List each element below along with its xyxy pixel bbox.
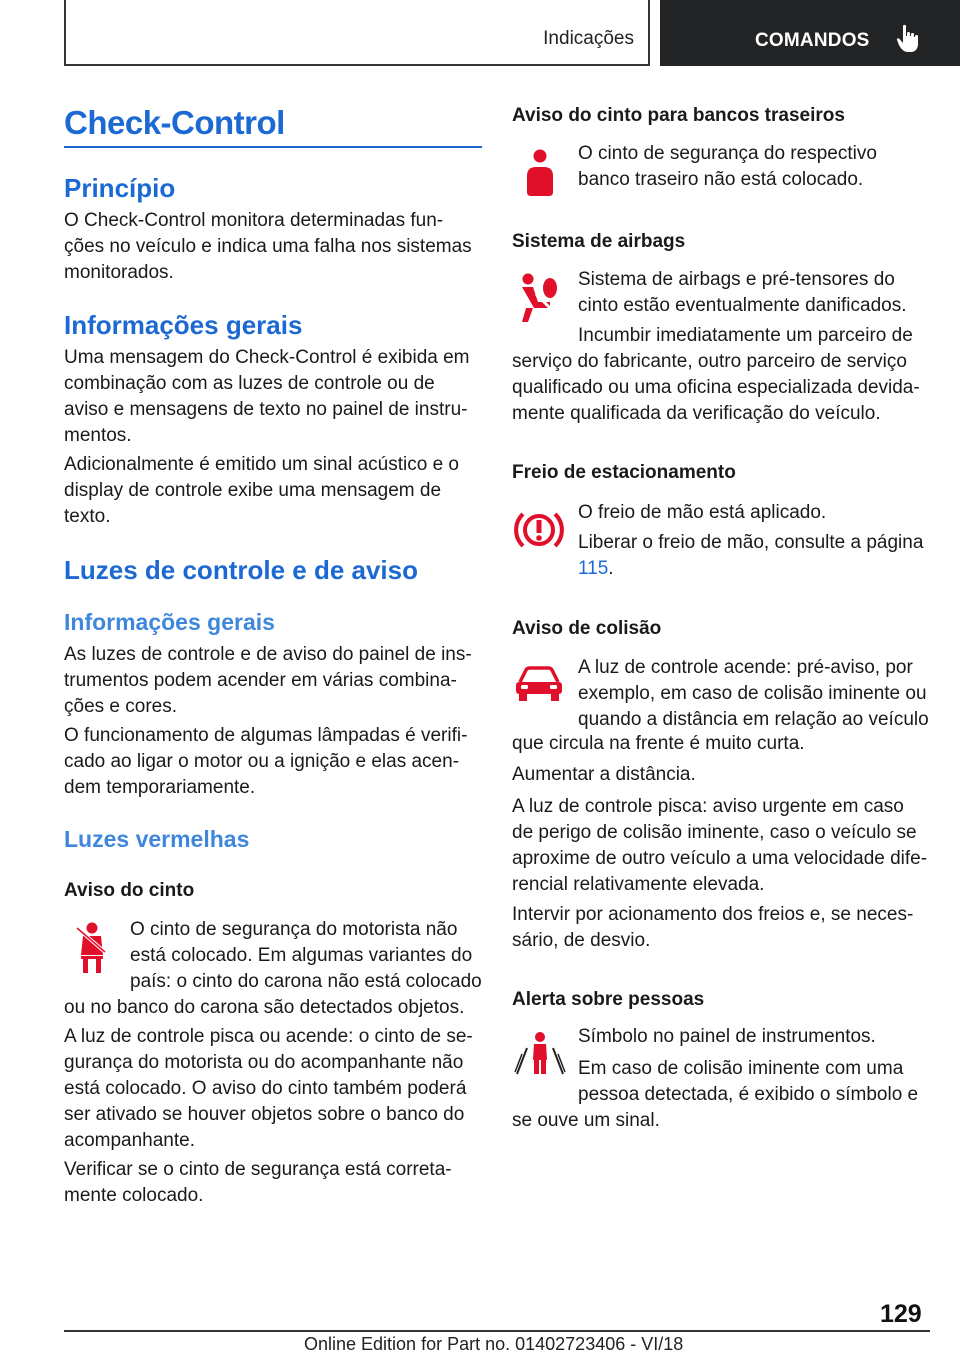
airbags-p2-indent: Incumbir imediatamente um parceiro de: [578, 325, 913, 346]
airbags-p2-full: serviço do fabricante, outro parceiro de serviço qualificado ou uma oficina especializada devida- mente qualificada da verificação do veículo.: [512, 351, 920, 424]
heading-freio: Freio de estacionamento: [512, 462, 736, 483]
heading-airbags: Sistema de airbags: [512, 231, 686, 252]
heading-colisao: Aviso de colisão: [512, 618, 662, 639]
colisao-p4: Intervir por acionamento dos freios e, se neces- sário, de desvio.: [512, 904, 914, 951]
aviso-cinto-full: ou no banco do carona são detectados objetos.: [64, 997, 465, 1018]
title-rule: [64, 146, 482, 148]
header-section-box: [64, 0, 650, 66]
luzes-p1: As luzes de controle e de aviso do painel de ins- trumentos podem acender em várias combina- ções e cores.: [64, 644, 472, 717]
heading-aviso-cinto: Aviso do cinto: [64, 880, 195, 901]
pessoas-p1: Símbolo no painel de instrumentos.: [578, 1026, 876, 1047]
parking-brake-icon: [514, 508, 564, 552]
aviso-cinto-p2: A luz de controle pisca ou acende: o cinto de se- gurança do motorista ou do acompanhante não está colocado. O aviso do cinto também poderá ser ativado se houver objetos sobre o banco do acompanhante.: [64, 1026, 473, 1151]
collision-car-icon: [514, 664, 564, 704]
page-number: 129: [880, 1300, 922, 1328]
footer-edition: Online Edition for Part no. 01402723406 - VI/18: [304, 1334, 684, 1354]
colisao-indent: A luz de controle acende: pré-aviso, por exemplo, em caso de colisão iminente ou quando a distância em relação ao veículo: [578, 657, 929, 730]
heading-bancos-traseiros: Aviso do cinto para bancos traseiros: [512, 105, 845, 126]
pessoas-indent: Em caso de colisão iminente com uma pessoa detectada, é exibido o símbolo e: [578, 1058, 919, 1105]
heading-principio: Princípio: [64, 173, 176, 203]
aviso-cinto-p3: Verificar se o cinto de segurança está correta- mente colocado.: [64, 1159, 452, 1206]
colisao-full: que circula na frente é muito curta.: [512, 733, 805, 754]
section-label: Indicações: [543, 28, 634, 49]
info-gerais-p2: Adicionalmente é emitido um sinal acústico e o display de controle exibe uma mensagem de texto.: [64, 454, 459, 527]
header-chapter-box: [660, 0, 960, 66]
info-gerais-p1: Uma mensagem do Check-Control é exibida em combinação com as luzes de controle ou de aviso e mensagens de texto no painel de instru- mentos.: [64, 347, 470, 446]
freio-p1: O freio de mão está aplicado.: [578, 502, 827, 523]
aviso-cinto-indent: O cinto de segurança do motorista não está colocado. Em algumas variantes do país: o cinto do carona não está colocado: [130, 919, 482, 992]
colisao-p3: A luz de controle pisca: aviso urgente em caso de perigo de colisão iminente, caso o veículo se aproxime de outro veículo a uma velocidade dife- rencial relativamente elevada.: [512, 796, 928, 895]
heading-luzes: Luzes de controle e de aviso: [64, 555, 418, 585]
airbag-icon: [516, 272, 562, 324]
page-ref-link[interactable]: 115: [578, 558, 609, 579]
heading-luzes-info: Informações gerais: [64, 609, 275, 635]
pointing-hand-icon: [896, 24, 922, 54]
colisao-p2: Aumentar a distância.: [512, 764, 696, 785]
luzes-p2: O funcionamento de algumas lâmpadas é verifi- cado ao ligar o motor ou a ignição e elas acen- dem temporariamente.: [64, 725, 468, 798]
heading-pessoas: Alerta sobre pessoas: [512, 989, 705, 1010]
seatbelt-icon: [74, 922, 110, 974]
page-title: Check-Control: [64, 104, 285, 141]
heading-luzes-vermelhas: Luzes vermelhas: [64, 826, 250, 852]
freio-p2: Liberar o freio de mão, consulte a página 115.: [578, 532, 924, 579]
heading-info-gerais: Informações gerais: [64, 310, 303, 340]
pessoas-full: se ouve um sinal.: [512, 1110, 660, 1131]
pedestrian-warning-icon: [514, 1030, 566, 1080]
footer-rule: [64, 1330, 930, 1332]
chapter-label: COMANDOS: [755, 30, 870, 51]
airbags-text: Sistema de airbags e pré-tensores do cinto estão eventualmente danificados.: [578, 269, 907, 316]
bancos-traseiros-text: O cinto de segurança do respectivo banco traseiro não está colocado.: [578, 143, 877, 190]
rear-seat-occupant-icon: [522, 146, 558, 198]
principio-text: O Check-Control monitora determinadas fun- ções no veículo e indica uma falha nos sistemas monitorados.: [64, 210, 472, 283]
